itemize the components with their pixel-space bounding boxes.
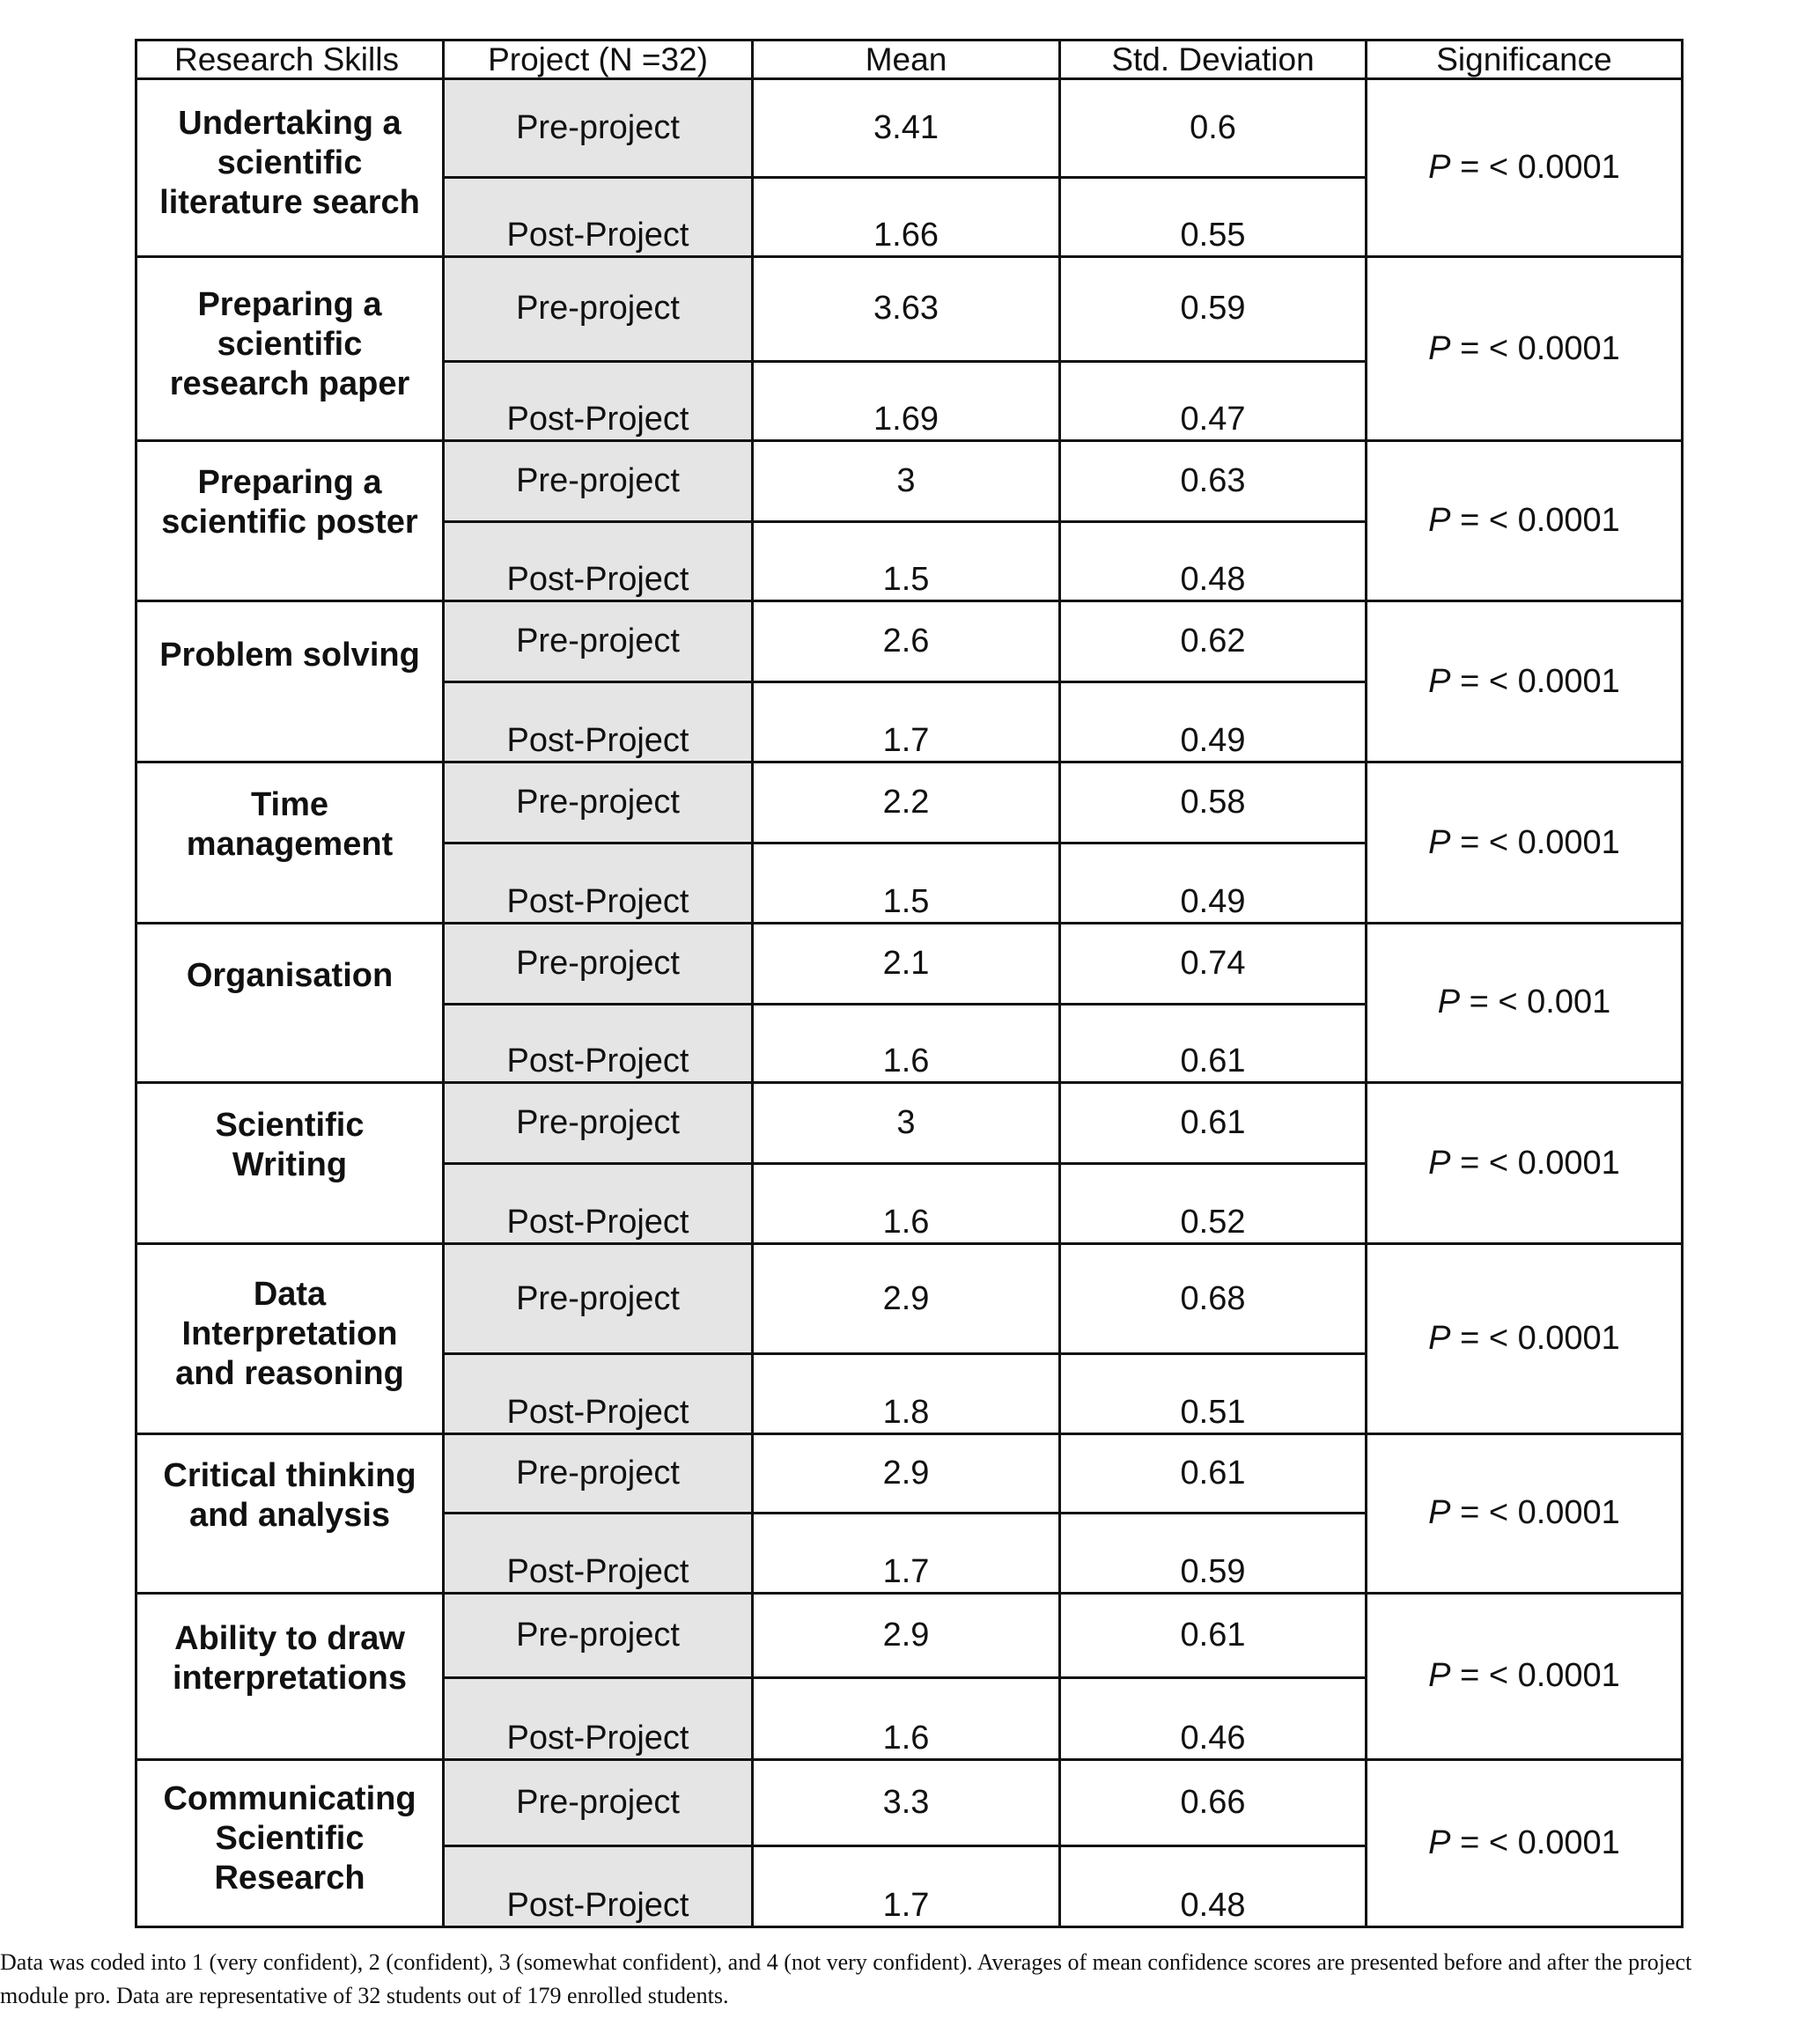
- project-phase-cell: Post-Project: [444, 843, 753, 923]
- std-deviation-cell: 0.74: [1060, 923, 1367, 1004]
- p-value: = < 0.0001: [1450, 1657, 1620, 1695]
- project-phase-cell: Pre-project: [444, 79, 753, 178]
- project-phase-cell: Post-Project: [444, 1353, 753, 1433]
- std-deviation-cell: 0.49: [1060, 682, 1367, 762]
- project-phase-cell: Pre-project: [444, 923, 753, 1004]
- skill-label: Critical thinking and analysis: [163, 1456, 416, 1534]
- p-symbol: P: [1428, 1657, 1451, 1695]
- mean-cell: 2.9: [753, 1594, 1060, 1678]
- std-deviation-cell: 0.48: [1060, 1845, 1367, 1926]
- p-value: = < 0.001: [1460, 983, 1611, 1021]
- significance-cell: [1367, 601, 1683, 762]
- p-symbol: P: [1437, 983, 1461, 1021]
- std-deviation-cell: 0.6: [1060, 79, 1367, 178]
- significance-cell: [1367, 79, 1683, 257]
- table-caption: Data was coded into 1 (very confident), 2 (confident), 3 (somewhat confident), and 4 (not very confident). Averages of mean confidence scores are presented before and after the project module pro. Data are representative of 32 students out of 179 enrolled students.: [0, 1949, 1692, 2008]
- skill-cell: [136, 762, 444, 923]
- table-row-pre: [136, 601, 1683, 682]
- project-phase-cell: Post-Project: [444, 682, 753, 762]
- table-row-pre: [136, 1433, 1683, 1513]
- significance-cell: [1367, 1083, 1683, 1244]
- skill-cell: [136, 440, 444, 600]
- std-deviation-cell: 0.63: [1060, 440, 1367, 521]
- std-deviation-cell: 0.48: [1060, 521, 1367, 600]
- p-symbol: P: [1428, 329, 1451, 367]
- project-phase-cell: Post-Project: [444, 1845, 753, 1926]
- skill-label: Preparing a scientific poster: [161, 464, 418, 541]
- p-symbol: P: [1428, 149, 1451, 187]
- mean-cell: 2.9: [753, 1433, 1060, 1513]
- skill-label: Data Interpretation and reasoning: [175, 1276, 404, 1393]
- mean-cell: 1.6: [753, 1164, 1060, 1244]
- table-row-pre: [136, 923, 1683, 1004]
- mean-cell: 2.9: [753, 1244, 1060, 1353]
- p-value: = < 0.0001: [1450, 1494, 1620, 1532]
- p-symbol: P: [1428, 823, 1451, 861]
- project-phase-cell: Post-Project: [444, 361, 753, 440]
- project-phase-cell: Post-Project: [444, 1004, 753, 1082]
- significance-cell: [1367, 1433, 1683, 1593]
- skill-cell: [136, 923, 444, 1082]
- skill-cell: [136, 1244, 444, 1433]
- significance-cell: [1367, 1594, 1683, 1759]
- mean-cell: 3.41: [753, 79, 1060, 178]
- std-deviation-cell: 0.55: [1060, 178, 1367, 257]
- skill-label: Scientific Writing: [215, 1107, 365, 1184]
- mean-cell: 3.3: [753, 1759, 1060, 1845]
- project-phase-cell: Pre-project: [444, 1759, 753, 1845]
- mean-cell: 3.63: [753, 257, 1060, 361]
- project-phase-cell: Pre-project: [444, 440, 753, 521]
- skill-label: Communicating Scientific Research: [163, 1779, 416, 1897]
- table-row-pre: [136, 79, 1683, 178]
- table-row-pre: [136, 257, 1683, 361]
- skill-label: Time management: [186, 786, 394, 864]
- mean-cell: 1.69: [753, 361, 1060, 440]
- project-phase-cell: Pre-project: [444, 257, 753, 361]
- mean-cell: 1.7: [753, 1845, 1060, 1926]
- p-symbol: P: [1428, 1823, 1451, 1861]
- header-project: Project (N =32): [444, 41, 753, 79]
- table-header-row: [136, 41, 1683, 79]
- p-value: = < 0.0001: [1450, 1144, 1620, 1182]
- p-value: = < 0.0001: [1450, 329, 1620, 367]
- skill-cell: [136, 257, 444, 440]
- p-value: = < 0.0001: [1450, 1320, 1620, 1358]
- mean-cell: 1.5: [753, 521, 1060, 600]
- project-phase-cell: Pre-project: [444, 762, 753, 843]
- std-deviation-cell: 0.52: [1060, 1164, 1367, 1244]
- significance-cell: [1367, 762, 1683, 923]
- project-phase-cell: Post-Project: [444, 521, 753, 600]
- std-deviation-cell: 0.62: [1060, 601, 1367, 682]
- mean-cell: 2.1: [753, 923, 1060, 1004]
- std-deviation-cell: 0.59: [1060, 1513, 1367, 1593]
- std-deviation-cell: 0.46: [1060, 1678, 1367, 1759]
- p-symbol: P: [1428, 1144, 1451, 1182]
- mean-cell: 3: [753, 440, 1060, 521]
- header-research-skills: Research Skills: [136, 41, 444, 79]
- skill-label: Preparing a scientific research paper: [169, 285, 410, 402]
- significance-cell: [1367, 1244, 1683, 1433]
- std-deviation-cell: 0.59: [1060, 257, 1367, 361]
- p-value: = < 0.0001: [1450, 662, 1620, 700]
- mean-cell: 2.6: [753, 601, 1060, 682]
- mean-cell: 3: [753, 1083, 1060, 1164]
- std-deviation-cell: 0.61: [1060, 1083, 1367, 1164]
- results-table: [135, 39, 1684, 1928]
- project-phase-cell: Post-Project: [444, 1678, 753, 1759]
- std-deviation-cell: 0.61: [1060, 1433, 1367, 1513]
- project-phase-cell: Pre-project: [444, 1083, 753, 1164]
- project-phase-cell: Post-Project: [444, 1164, 753, 1244]
- table-row-pre: [136, 1083, 1683, 1164]
- mean-cell: 1.6: [753, 1004, 1060, 1082]
- project-phase-cell: Pre-project: [444, 1594, 753, 1678]
- project-phase-cell: Pre-project: [444, 1433, 753, 1513]
- std-deviation-cell: 0.66: [1060, 1759, 1367, 1845]
- skill-cell: [136, 79, 444, 257]
- p-value: = < 0.0001: [1450, 1823, 1620, 1861]
- std-deviation-cell: 0.61: [1060, 1594, 1367, 1678]
- project-phase-cell: Pre-project: [444, 601, 753, 682]
- skill-cell: [136, 1083, 444, 1244]
- significance-cell: [1367, 440, 1683, 600]
- header-significance: Significance: [1367, 41, 1683, 79]
- project-phase-cell: Post-Project: [444, 1513, 753, 1593]
- std-deviation-cell: 0.47: [1060, 361, 1367, 440]
- std-deviation-cell: 0.49: [1060, 843, 1367, 923]
- skill-cell: [136, 1594, 444, 1759]
- skill-label: Ability to draw interpretations: [172, 1619, 408, 1697]
- header-std-deviation: Std. Deviation: [1060, 41, 1367, 79]
- table-row-pre: [136, 762, 1683, 843]
- p-value: = < 0.0001: [1450, 823, 1620, 861]
- significance-cell: [1367, 257, 1683, 440]
- std-deviation-cell: 0.51: [1060, 1353, 1367, 1433]
- p-symbol: P: [1428, 501, 1451, 539]
- skill-label: Problem solving: [159, 636, 420, 674]
- p-value: = < 0.0001: [1450, 501, 1620, 539]
- table-row-pre: [136, 1594, 1683, 1678]
- p-symbol: P: [1428, 662, 1451, 700]
- p-value: = < 0.0001: [1450, 149, 1620, 187]
- significance-cell: [1367, 923, 1683, 1082]
- skill-label: Organisation: [186, 957, 394, 995]
- mean-cell: 1.8: [753, 1353, 1060, 1433]
- significance-cell: [1367, 1759, 1683, 1927]
- mean-cell: 1.66: [753, 178, 1060, 257]
- p-symbol: P: [1428, 1494, 1451, 1532]
- mean-cell: 1.5: [753, 843, 1060, 923]
- skill-label: Undertaking a scientific literature search: [159, 105, 420, 222]
- skill-cell: [136, 1759, 444, 1927]
- table-row-pre: [136, 440, 1683, 521]
- mean-cell: 1.6: [753, 1678, 1060, 1759]
- mean-cell: 2.2: [753, 762, 1060, 843]
- table-row-pre: [136, 1759, 1683, 1845]
- mean-cell: 1.7: [753, 682, 1060, 762]
- skill-cell: [136, 601, 444, 762]
- p-symbol: P: [1428, 1320, 1451, 1358]
- table-row-pre: [136, 1244, 1683, 1353]
- std-deviation-cell: 0.61: [1060, 1004, 1367, 1082]
- std-deviation-cell: 0.58: [1060, 762, 1367, 843]
- std-deviation-cell: 0.68: [1060, 1244, 1367, 1353]
- project-phase-cell: Pre-project: [444, 1244, 753, 1353]
- project-phase-cell: Post-Project: [444, 178, 753, 257]
- header-mean: Mean: [753, 41, 1060, 79]
- mean-cell: 1.7: [753, 1513, 1060, 1593]
- skill-cell: [136, 1433, 444, 1593]
